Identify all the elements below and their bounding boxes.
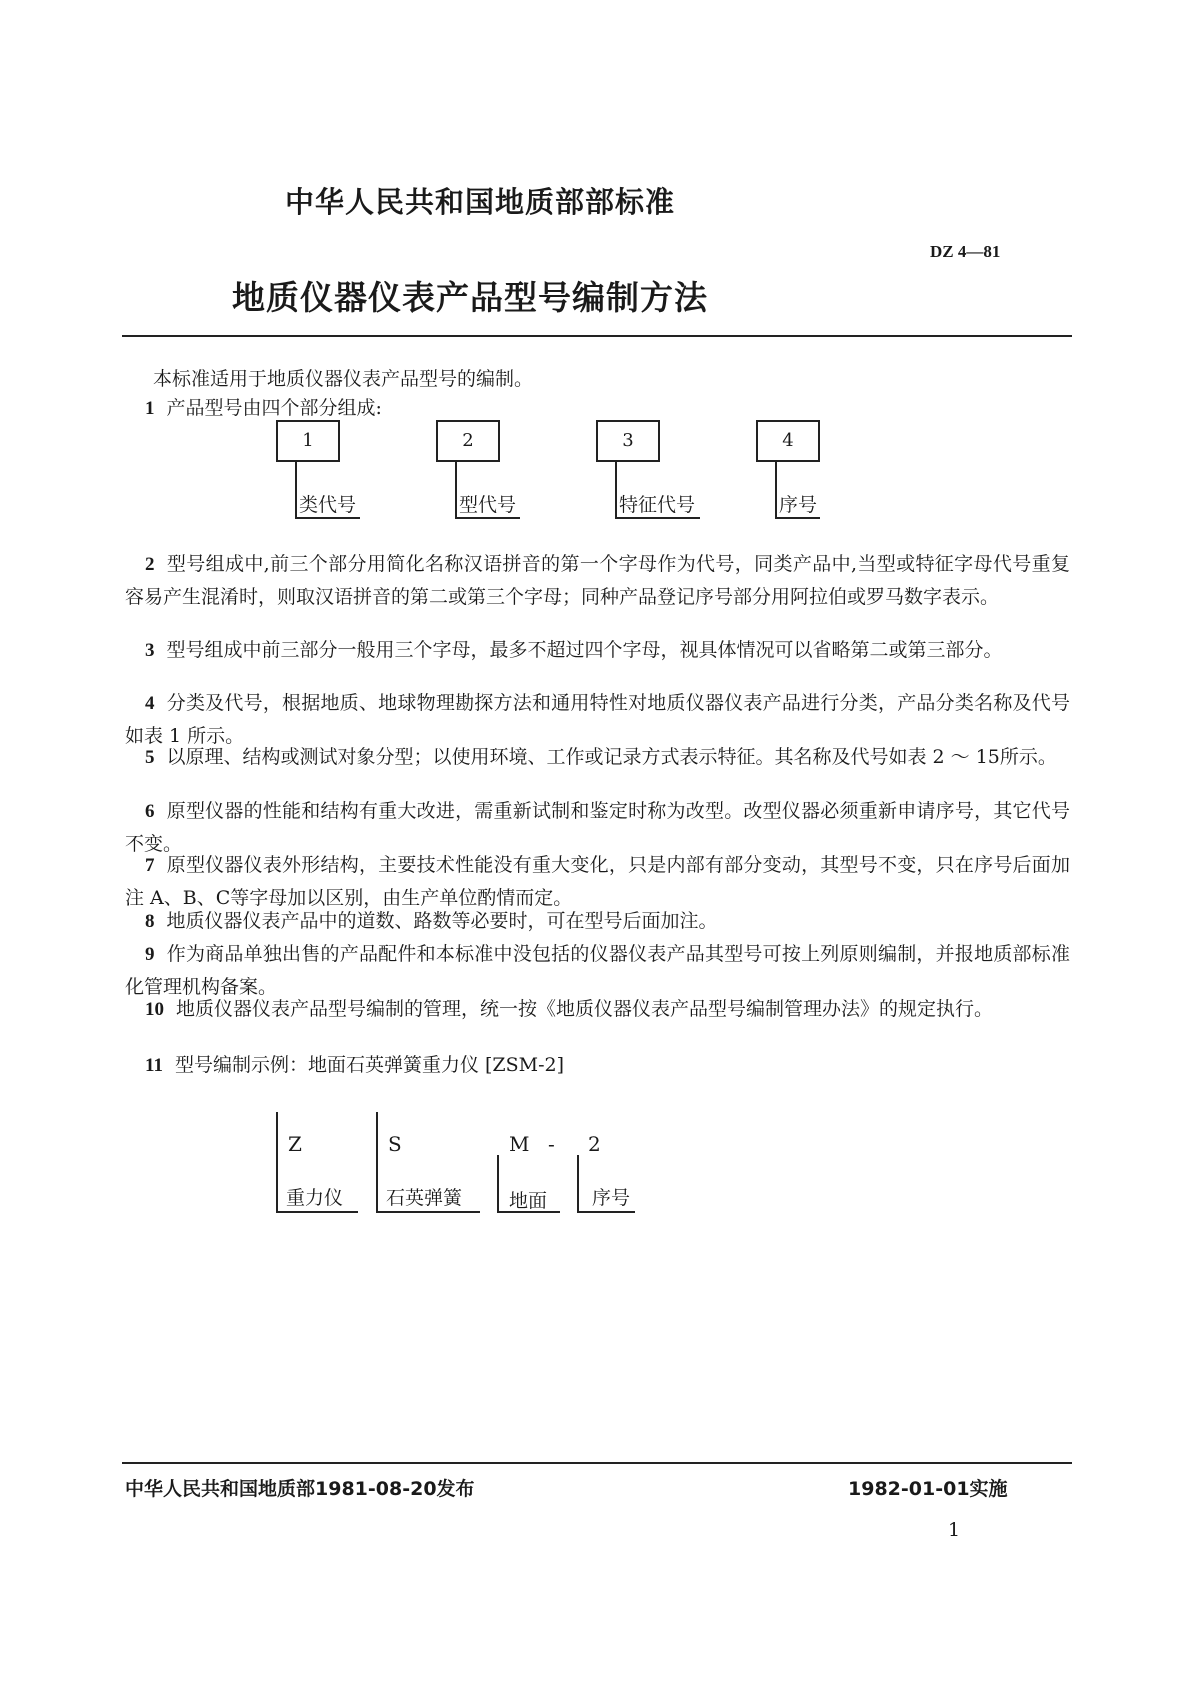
underline [455, 517, 520, 519]
clause-1 [125, 392, 382, 425]
publish-date: 中华人民共和国地质部1981-08-20发布 [125, 1478, 475, 1500]
clause-text: 型号组成中,前三个部分用简化名称汉语拼音的第一个字母作为代号，同类产品中,当型或特征字母代号重复容易产生混淆时，则取汉语拼音的第二或第三个字母；同种产品登记序号部分用阿拉伯或罗马数字表示。 [125, 553, 1070, 608]
clause-number: 1 [145, 398, 155, 419]
clause-number: 10 [145, 999, 164, 1020]
part-box-1: 1 [276, 420, 340, 462]
code-letter-s: S [388, 1132, 402, 1156]
bracket-line [577, 1155, 579, 1212]
code-label-gravimeter: 重力仪 [286, 1187, 344, 1209]
connector-line [615, 460, 617, 518]
footer-divider [122, 1462, 1072, 1464]
clause-number: 2 [145, 554, 155, 575]
part-box-2: 2 [436, 420, 500, 462]
connector-line [775, 460, 777, 518]
clause-3 [125, 634, 1070, 667]
clause-2 [125, 548, 1070, 614]
page-title: 地质仪器仪表产品型号编制方法 [232, 278, 708, 317]
clause-number: 8 [145, 911, 155, 932]
clause-11 [125, 1049, 564, 1082]
part-label-3: 特征代号 [619, 494, 696, 516]
code-dash: - [548, 1132, 555, 1156]
part-box-4: 4 [756, 420, 820, 462]
clause-number: 5 [145, 747, 155, 768]
header-divider [122, 335, 1072, 337]
clause-text: 地质仪器仪表产品中的道数、路数等必要时，可在型号后面加注。 [166, 910, 718, 932]
clause-number: 11 [145, 1055, 163, 1076]
underline [276, 1211, 358, 1213]
underline [615, 517, 700, 519]
part-label-2: 型代号 [459, 494, 517, 516]
underline [295, 517, 360, 519]
clause-number: 3 [145, 640, 155, 661]
code-letter-m: M [509, 1132, 530, 1156]
underline [775, 517, 820, 519]
code-number: 2 [588, 1132, 601, 1156]
code-label-ground: 地面 [509, 1190, 548, 1212]
clause-number: 7 [145, 855, 155, 876]
part-box-3: 3 [596, 420, 660, 462]
page-number: 1 [948, 1519, 961, 1541]
code-label-quartz-spring: 石英弹簧 [386, 1187, 463, 1209]
issuing-authority: 中华人民共和国地质部部标准 [285, 185, 676, 219]
clause-8 [125, 905, 1070, 938]
clause-text: 原型仪器的性能和结构有重大改进，需重新试制和鉴定时称为改型。改型仪器必须重新申请序号，其它代号不变。 [125, 800, 1070, 855]
underline [376, 1211, 480, 1213]
bracket-line [276, 1112, 278, 1212]
standard-code: DZ 4—81 [930, 242, 1001, 261]
clause-text: 原型仪器仪表外形结构，主要技术性能没有重大变化，只是内部有部分变动，其型号不变，只在序号后面加注 A、B、C等字母加以区别，由生产单位酌情而定。 [125, 854, 1070, 909]
part-label-1: 类代号 [299, 494, 357, 516]
clause-text: 型号编制示例：地面石英弹簧重力仪 [ZSM-2] [174, 1054, 564, 1076]
clause-text: 分类及代号，根据地质、地球物理勘探方法和通用特性对地质仪器仪表产品进行分类，产品分类名称及代号如表 1 所示。 [125, 692, 1070, 747]
clause-text: 地质仪器仪表产品型号编制的管理，统一按《地质仪器仪表产品型号编制管理办法》的规定执行。 [176, 998, 994, 1020]
clause-number: 6 [145, 801, 155, 822]
underline [577, 1211, 635, 1213]
clause-5 [125, 741, 1070, 774]
bracket-line [376, 1112, 378, 1212]
clause-text: 作为商品单独出售的产品配件和本标准中没包括的仪器仪表产品其型号可按上列原则编制，并报地质部标准化管理机构备案。 [125, 943, 1070, 998]
clause-number: 9 [145, 944, 155, 965]
connector-line [455, 460, 457, 518]
clause-text: 型号组成中前三部分一般用三个字母，最多不超过四个字母，视具体情况可以省略第二或第三部分。 [166, 639, 1003, 661]
bracket-line [497, 1155, 499, 1212]
clause-text: 以原理、结构或测试对象分型；以使用环境、工作或记录方式表示特征。其名称及代号如表 2 ～ 15所示。 [166, 746, 1057, 768]
part-label-4: 序号 [779, 494, 818, 516]
clause-10 [125, 993, 1070, 1026]
effective-date: 1982-01-01实施 [848, 1478, 1008, 1500]
intro-text: 本标准适用于地质仪器仪表产品型号的编制。 [153, 368, 534, 390]
connector-line [295, 460, 297, 518]
clause-text: 产品型号由四个部分组成: [166, 397, 382, 419]
clause-number: 4 [145, 693, 155, 714]
code-letter-z: Z [288, 1132, 302, 1156]
code-label-serial: 序号 [592, 1187, 631, 1209]
